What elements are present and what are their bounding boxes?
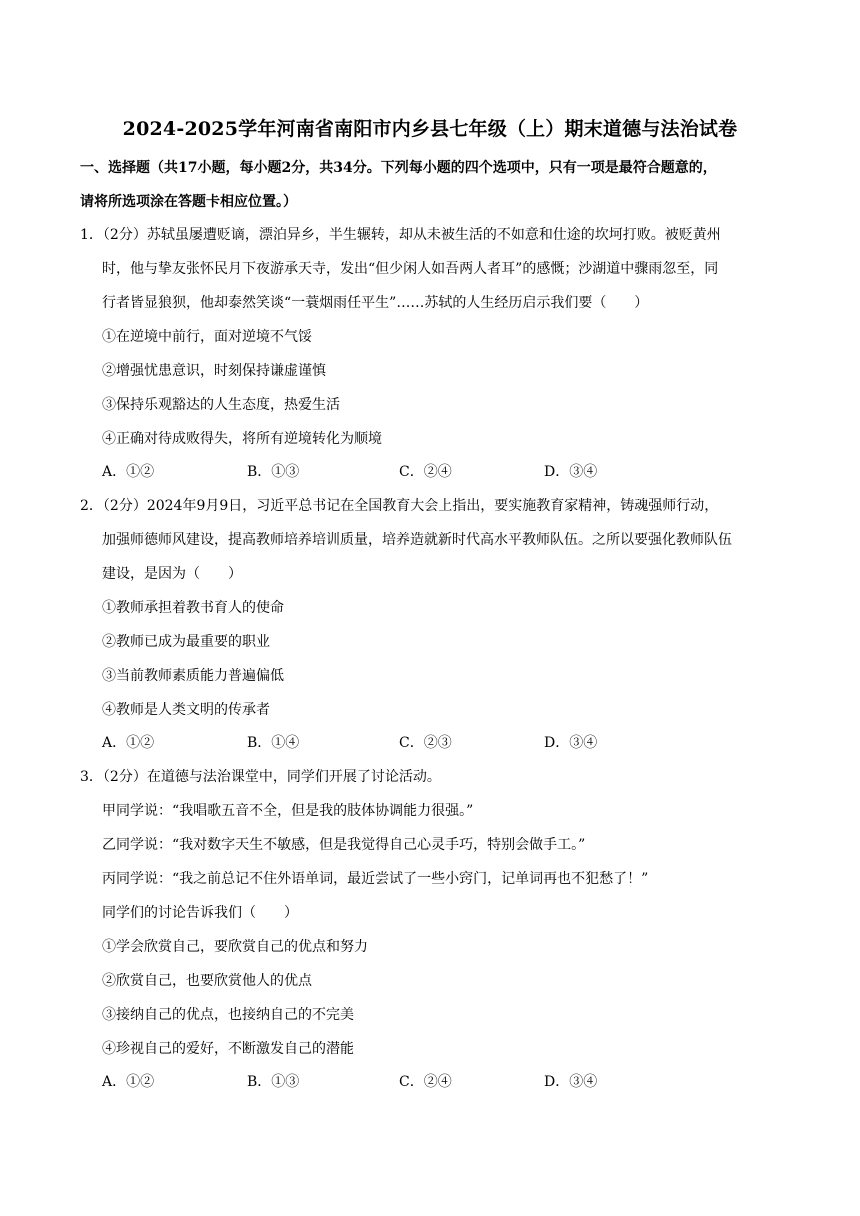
question-3-option-d[interactable]: D．③④ [544,1074,598,1090]
question-1-line2: 时，他与挚友张怀民月下夜游承天寺，发出“但少闲人如吾两人者耳”的感慨；沙湖道中骤雨忽至，同 [102,261,719,277]
question-1-item2: ②增强忧患意识，时刻保持谦虚谨慎 [102,363,326,379]
question-3-item1: ①学会欣赏自己，要欣赏自己的优点和努力 [102,939,368,955]
question-1-item3: ③保持乐观豁达的人生态度，热爱生活 [102,397,340,413]
question-1-option-b[interactable]: B．①③ [247,464,300,480]
question-3-dialog1: 甲同学说：“我唱歌五音不全，但是我的肢体协调能力很强。” [102,803,474,819]
section-instruction-line1: 一、选择题（共17小题，每小题2分，共34分。下列每小题的四个选项中，只有一项是最符合题意的， [80,160,717,176]
question-3-option-c[interactable]: C．②④ [399,1074,452,1090]
question-3-stem: 同学们的讨论告诉我们（ ） [102,905,298,921]
question-2-item1: ①教师承担着教书育人的使命 [102,600,284,616]
question-2-item4: ④教师是人类文明的传承者 [102,702,270,718]
question-3-option-b[interactable]: B．①③ [247,1074,300,1090]
question-3-dialog2: 乙同学说：“我对数字天生不敏感，但是我觉得自己心灵手巧，特别会做手工。” [102,837,586,853]
question-2-line3: 建设，是因为（ ） [102,566,242,582]
question-3-item4: ④珍视自己的爱好，不断激发自己的潜能 [102,1041,354,1057]
question-3-option-a[interactable]: A．①② [102,1074,155,1090]
question-2-option-d[interactable]: D．③④ [544,735,598,751]
question-2-option-a[interactable]: A．①② [102,735,155,751]
question-3-item2: ②欣赏自己，也要欣赏他人的优点 [102,973,312,989]
question-2-item3: ③当前教师素质能力普遍偏低 [102,668,284,684]
exam-title: 2024-2025学年河南省南阳市内乡县七年级（上）期末道德与法治试卷 [122,118,738,140]
question-2-item2: ②教师已成为最重要的职业 [102,634,270,650]
question-1-option-c[interactable]: C．②④ [399,464,452,480]
question-2-line1: 2．（2分）2024年9月9日，习近平总书记在全国教育大会上指出，要实施教育家精神，铸魂强师行动， [80,498,719,514]
question-1-item4: ④正确对待成败得失，将所有逆境转化为顺境 [102,431,382,447]
question-3-dialog3: 丙同学说：“我之前总记不住外语单词，最近尝试了一些小窍门，记单词再也不犯愁了！” [102,871,649,887]
question-3-line1: 3．（2分）在道德与法治课堂中，同学们开展了讨论活动。 [80,769,441,785]
question-1-item1: ①在逆境中前行，面对逆境不气馁 [102,329,312,345]
question-2-option-b[interactable]: B．①④ [247,735,300,751]
question-1-option-d[interactable]: D．③④ [544,464,598,480]
question-1-option-a[interactable]: A．①② [102,464,155,480]
question-1-line3: 行者皆显狼狈，他却泰然笑谈“一蓑烟雨任平生”……苏轼的人生经历启示我们要（ ） [102,295,649,311]
question-2-line2: 加强师德师风建设，提高教师培养培训质量，培养造就新时代高水平教师队伍。之所以要强化教师队伍 [102,532,732,548]
section-instruction-line2: 请将所选项涂在答题卡相应位置。） [80,194,297,210]
question-2-option-c[interactable]: C．②③ [399,735,452,751]
question-1-line1: 1．（2分）苏轼虽屡遭贬谪，漂泊异乡，半生辗转，却从未被生活的不如意和仕途的坎坷打败。被贬黄州 [80,227,721,243]
question-3-item3: ③接纳自己的优点，也接纳自己的不完美 [102,1007,354,1023]
